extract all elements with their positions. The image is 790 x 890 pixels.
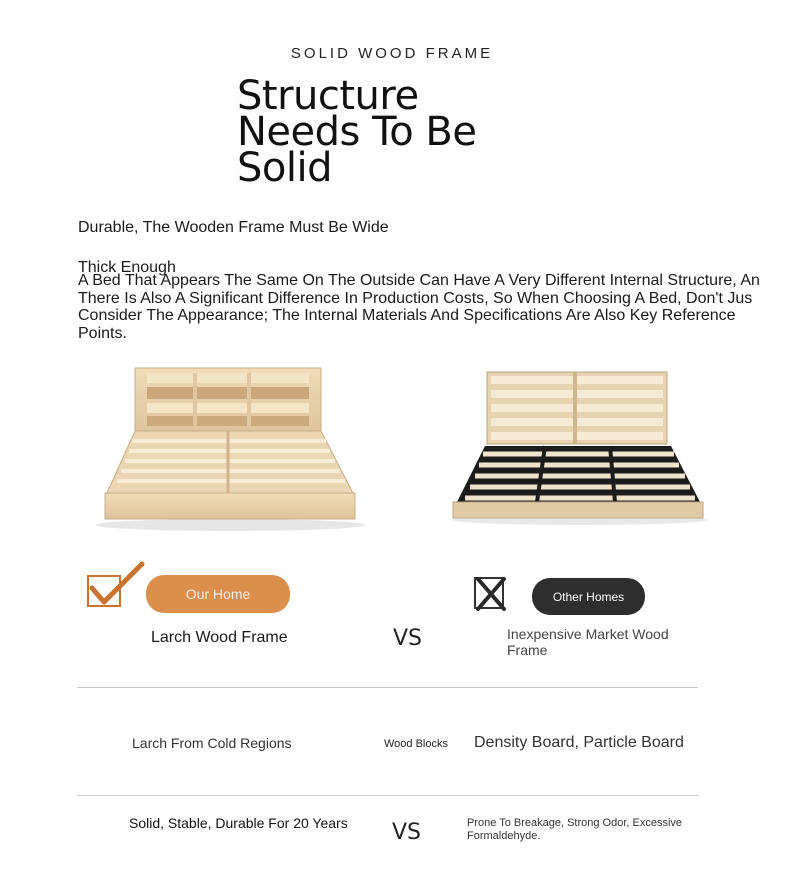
title-line: Needs To Be [237, 109, 477, 155]
row-left-value: Larch From Cold Regions [132, 735, 292, 751]
check-icon [84, 560, 146, 610]
cross-icon [472, 573, 508, 613]
divider [77, 687, 698, 688]
larch-bed-image [95, 365, 375, 535]
other-homes-badge: Other Homes [532, 578, 645, 615]
divider [77, 795, 698, 796]
intro-paragraph [78, 272, 790, 342]
page-title [237, 73, 657, 191]
paragraph-line: There Is Also A Significant Difference In Production Costs, So When Choosing A Bed, Don't Jus [78, 289, 753, 307]
paragraph-line: A Bed That Appears The Same On The Outside Can Have A Very Different Internal Structure, An [78, 272, 760, 289]
intro-line-1: Durable, The Wooden Frame Must Be Wide [78, 219, 389, 236]
vs-label: VS [393, 626, 423, 651]
paragraph-line: Points. [78, 324, 127, 342]
our-home-badge: Our Home [146, 575, 290, 613]
others-material-label: Inexpensive Market Wood Frame [507, 626, 669, 658]
title-line: Structure [237, 73, 419, 119]
title-line: Solid [237, 145, 332, 191]
row-right-value: Density Board, Particle Board [474, 734, 684, 751]
intro-line-2: Thick Enough [78, 259, 176, 276]
market-bed-image [445, 368, 715, 528]
row-middle-value: Wood Blocks [384, 738, 448, 750]
row-middle-value: VS [392, 820, 422, 845]
row-right-value: Prone To Breakage, Strong Odor, Excessive Formaldehyde. [467, 817, 683, 842]
row-left-value: Solid, Stable, Durable For 20 Years [129, 815, 348, 831]
ours-material-label: Larch Wood Frame [151, 629, 288, 646]
section-eyebrow: SOLID WOOD FRAME [290, 45, 494, 62]
paragraph-line: Consider The Appearance; The Internal Materials And Specifications Are Also Key Reference [78, 307, 736, 324]
